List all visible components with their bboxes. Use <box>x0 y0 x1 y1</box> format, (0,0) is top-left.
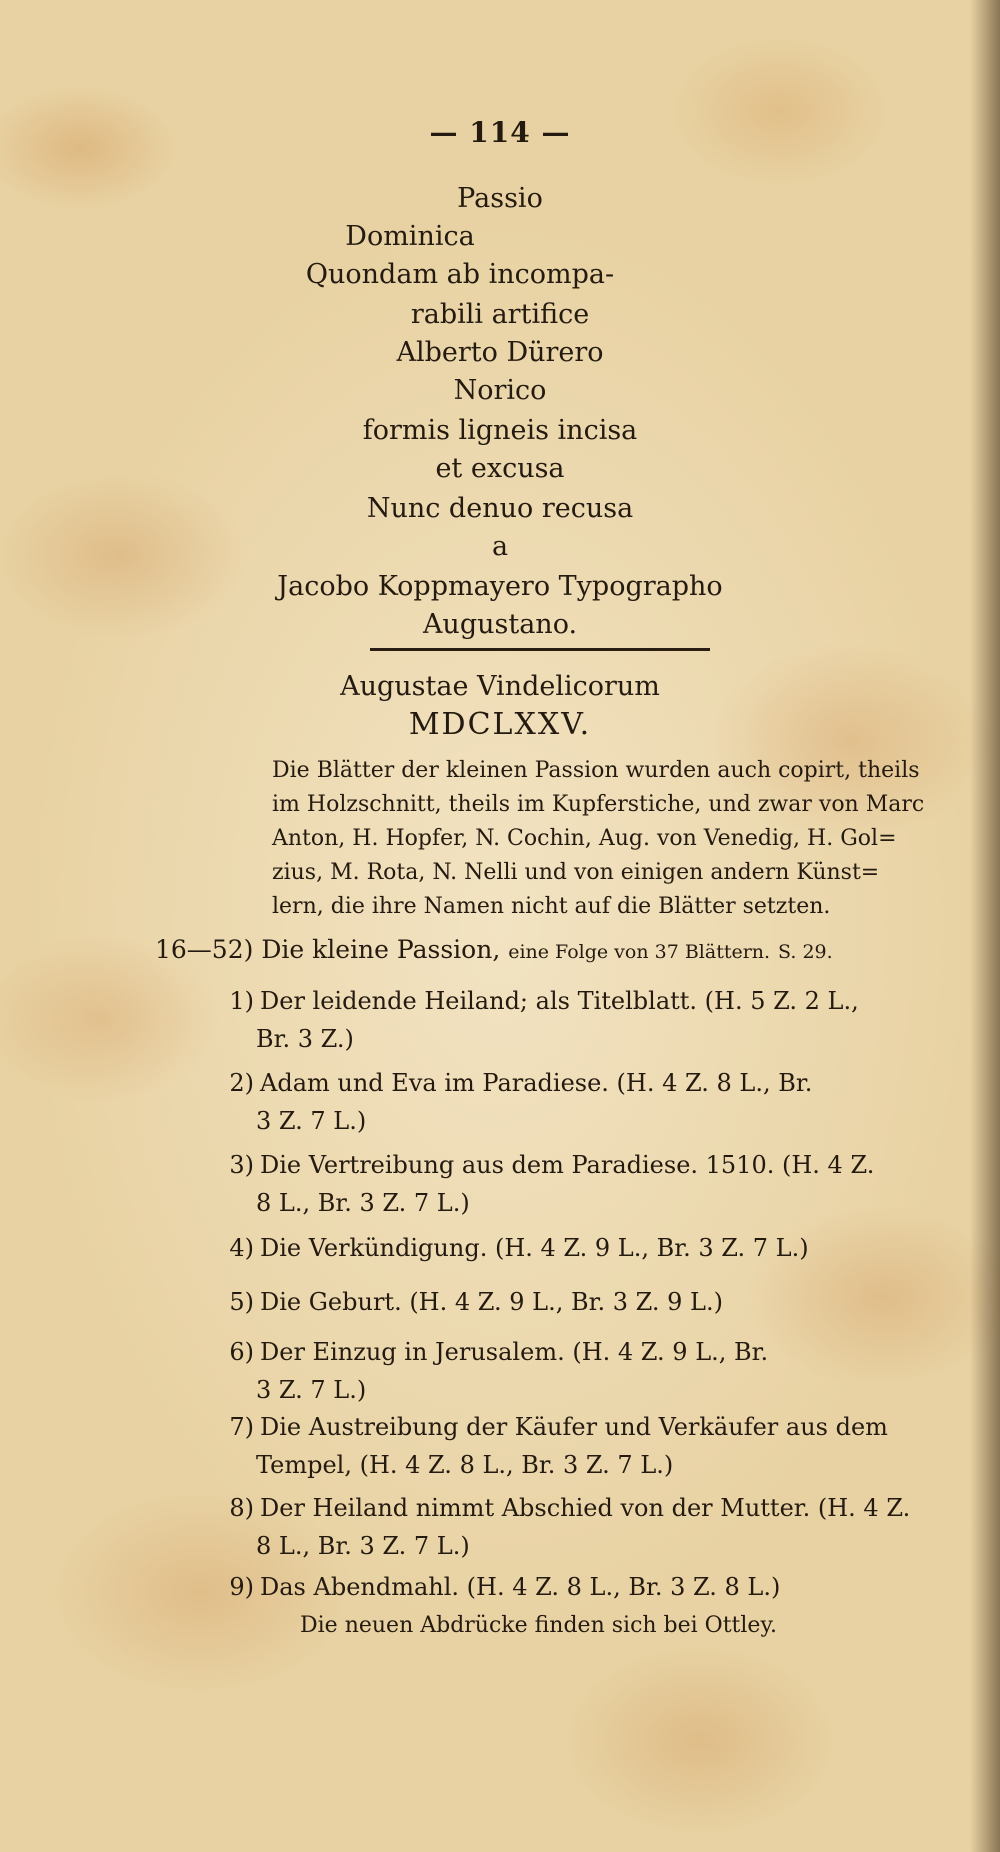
title-line: Passio <box>457 183 543 214</box>
item-text: Der Einzug in Jerusalem. (H. 4 Z. 9 L., Br. <box>260 1338 769 1366</box>
title-line: Dominica <box>345 221 475 252</box>
item-text: Die Verkündigung. (H. 4 Z. 9 L., Br. 3 Z. 7 L.) <box>260 1234 809 1262</box>
divider-rule <box>370 648 710 651</box>
item-number: 2) <box>229 1069 254 1097</box>
entry-heading <box>155 935 833 964</box>
title-line: Norico <box>453 375 547 406</box>
entry-reference: S. 29. <box>778 941 833 963</box>
item-text-continued: Br. 3 Z.) <box>256 1025 354 1053</box>
item-number: 5) <box>229 1288 254 1316</box>
paragraph-line: zius, M. Rota, N. Nelli und von einigen andern Künst= <box>272 860 880 885</box>
title-line: Alberto Dürero <box>396 337 604 368</box>
entry-description: eine Folge von 37 Blättern. <box>508 941 771 963</box>
item-text-continued: 3 Z. 7 L.) <box>256 1107 367 1135</box>
list-item <box>208 1283 968 1321</box>
title-line: Nunc denuo recusa <box>366 493 634 524</box>
item-text: Die Austreibung der Käufer und Verkäufer aus dem <box>260 1413 888 1441</box>
item-text: Der leidende Heiland; als Titelblatt. (H. 5 Z. 2 L., <box>260 987 859 1015</box>
imprint-place: Augustae Vindelicorum <box>340 671 660 702</box>
item-number: 1) <box>229 987 254 1015</box>
item-number: 8) <box>229 1494 254 1522</box>
title-line: formis ligneis incisa <box>362 415 638 446</box>
list-item <box>208 1568 968 1606</box>
footnote: Die neuen Abdrücke finden sich bei Ottley. <box>300 1613 777 1638</box>
paragraph-line: im Holzschnitt, theils im Kupferstiche, und zwar von Marc <box>272 792 925 817</box>
item-text: Das Abendmahl. (H. 4 Z. 8 L., Br. 3 Z. 8 L.) <box>260 1573 781 1601</box>
page-number: — 114 — <box>429 116 571 149</box>
title-line: rabili artifice <box>410 299 590 330</box>
item-text-continued: 8 L., Br. 3 Z. 7 L.) <box>256 1532 470 1560</box>
item-text: Adam und Eva im Paradiese. (H. 4 Z. 8 L., Br. <box>260 1069 813 1097</box>
list-item <box>208 1333 968 1409</box>
list-item <box>208 1229 968 1267</box>
paragraph-line: Anton, H. Hopfer, N. Cochin, Aug. von Venedig, H. Gol= <box>272 826 897 851</box>
entry-range: 16—52) <box>155 935 254 964</box>
item-number: 9) <box>229 1573 254 1601</box>
list-item <box>208 1408 968 1484</box>
item-number: 7) <box>229 1413 254 1441</box>
note-paragraph <box>272 754 952 924</box>
list-item <box>208 982 968 1058</box>
title-line: et excusa <box>435 453 565 484</box>
item-text: Die Geburt. (H. 4 Z. 9 L., Br. 3 Z. 9 L.) <box>260 1288 723 1316</box>
title-line: Jacobo Koppmayero Typographo <box>277 571 723 602</box>
item-text-continued: 3 Z. 7 L.) <box>256 1376 367 1404</box>
list-item <box>208 1064 968 1140</box>
title-line: a <box>491 531 509 562</box>
item-text-continued: 8 L., Br. 3 Z. 7 L.) <box>256 1189 470 1217</box>
entry-title: Die kleine Passion, <box>261 935 501 964</box>
title-line: Augustano. <box>422 609 578 640</box>
item-text: Die Vertreibung aus dem Paradiese. 1510. (H. 4 Z. <box>260 1151 875 1179</box>
item-text: Der Heiland nimmt Abschied von der Mutter. (H. 4 Z. <box>260 1494 911 1522</box>
imprint-year: MDCLXXV. <box>408 707 592 742</box>
title-line: Quondam ab incompa- <box>305 259 615 290</box>
item-number: 4) <box>229 1234 254 1262</box>
list-item <box>208 1489 968 1565</box>
item-number: 6) <box>229 1338 254 1366</box>
paragraph-line: Die Blätter der kleinen Passion wurden auch copirt, theils <box>272 758 920 783</box>
item-number: 3) <box>229 1151 254 1179</box>
paragraph-line: lern, die ihre Namen nicht auf die Blätter setzten. <box>272 894 831 919</box>
item-text-continued: Tempel, (H. 4 Z. 8 L., Br. 3 Z. 7 L.) <box>256 1451 674 1479</box>
list-item <box>208 1146 968 1222</box>
